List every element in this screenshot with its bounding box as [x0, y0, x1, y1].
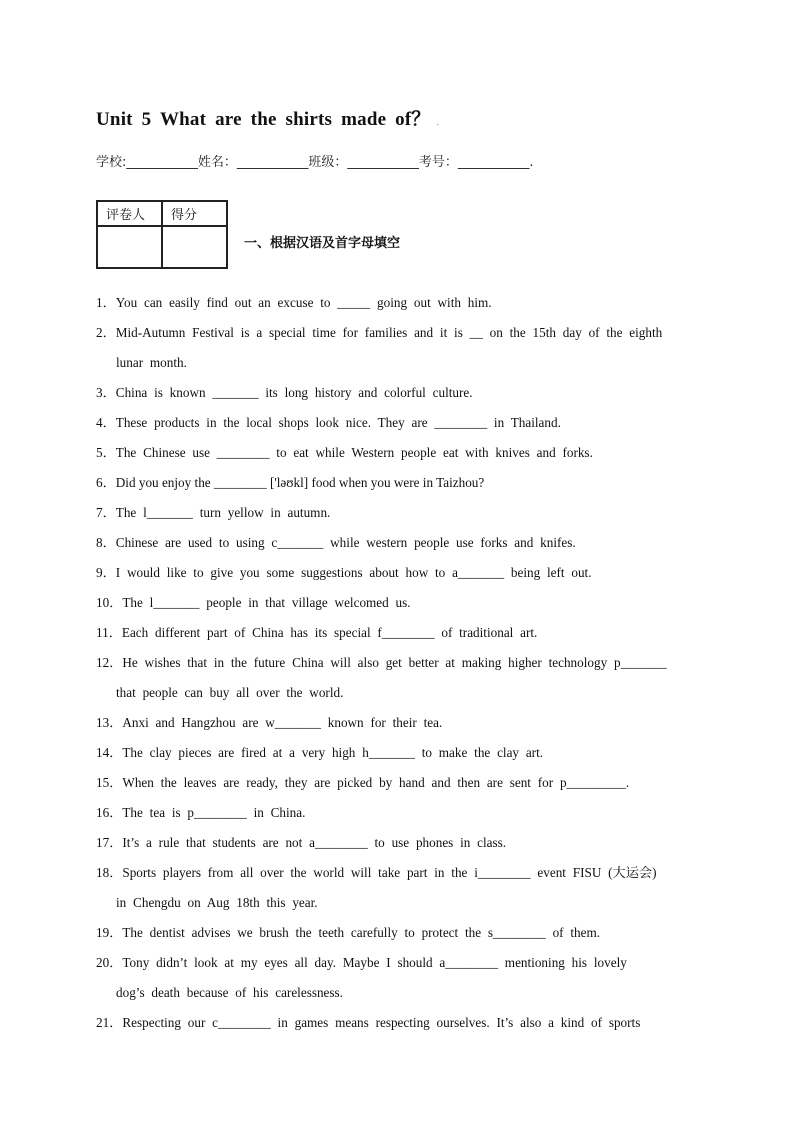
question-number: 8．: [96, 535, 116, 550]
question-text: Respecting our c________ in games means respecting ourselves. It’s also a kind of sports: [122, 1015, 641, 1030]
question-text: Anxi and Hangzhou are w_______ known for their tea.: [122, 715, 443, 730]
question-number: 20．: [96, 955, 123, 970]
question-item: [96, 468, 705, 498]
question-item: [96, 1008, 705, 1038]
question-number: 14．: [96, 745, 123, 760]
question-text: Mid-Autumn Festival is a special time for families and it is __ on the 15th day of the eighth: [115, 325, 663, 340]
question-number: 17．: [96, 835, 123, 850]
question-number: 19．: [96, 925, 123, 940]
student-info-line: 学校:___________姓名：___________班级：___________考号：___________.: [96, 155, 534, 170]
score-header: 得分: [162, 201, 227, 226]
question-list: [96, 288, 705, 1038]
question-item: [96, 408, 705, 438]
question-item: [96, 648, 705, 708]
question-number: 21．: [96, 1015, 123, 1030]
score-table: [96, 200, 228, 269]
question-item: [96, 948, 705, 1008]
question-number: 10．: [96, 595, 123, 610]
question-text: These products in the local shops look nice. They are ________ in Thailand.: [115, 415, 561, 430]
question-text: It’s a rule that students are not a________ to use phones in class.: [122, 835, 507, 850]
question-item: [96, 708, 705, 738]
question-number: 4．: [96, 415, 116, 430]
page-title: [96, 104, 439, 131]
question-item: [96, 618, 705, 648]
question-item: [96, 858, 705, 918]
question-text: You can easily find out an excuse to _____ going out with him.: [115, 295, 492, 310]
question-number: 7．: [96, 505, 116, 520]
question-text: The clay pieces are fired at a very high h_______ to make the clay art.: [122, 745, 544, 760]
question-item: [96, 828, 705, 858]
question-text: The Chinese use ________ to eat while Western people eat with knives and forks.: [115, 445, 593, 460]
question-text-continued: in Chengdu on Aug 18th this year.: [116, 895, 318, 910]
question-item: [96, 918, 705, 948]
question-number: 3．: [96, 385, 116, 400]
question-number: 11．: [96, 625, 122, 640]
reviewer-cell: [97, 226, 162, 268]
question-text: Tony didn’t look at my eyes all day. Maybe I should a________ mentioning his lovely: [122, 955, 627, 970]
question-item: [96, 378, 705, 408]
question-item: [96, 798, 705, 828]
question-item: [96, 498, 705, 528]
question-text: When the leaves are ready, they are picked by hand and then are sent for p_________.: [122, 775, 630, 790]
question-text: Chinese are used to using c_______ while western people use forks and knifes.: [115, 535, 576, 550]
question-text: I would like to give you some suggestions about how to a_______ being left out.: [115, 565, 592, 580]
question-item: [96, 738, 705, 768]
question-number: 15．: [96, 775, 123, 790]
question-text-continued: that people can buy all over the world.: [116, 685, 344, 700]
question-text: The l_______ turn yellow in autumn.: [115, 505, 331, 520]
question-number: 18．: [96, 865, 123, 880]
title-mark: .: [436, 117, 440, 127]
question-number: 6．: [96, 475, 116, 490]
question-item: [96, 288, 705, 318]
question-text-continued: lunar month.: [116, 355, 187, 370]
question-text: Sports players from all over the world will take part in the i________ event FISU (大运会): [122, 865, 657, 880]
question-text-continued: dog’s death because of his carelessness.: [116, 985, 343, 1000]
score-cell: [162, 226, 227, 268]
question-item: [96, 768, 705, 798]
question-number: 13．: [96, 715, 123, 730]
question-number: 9．: [96, 565, 116, 580]
question-item: [96, 528, 705, 558]
question-number: 5．: [96, 445, 116, 460]
title-text: Unit 5 What are the shirts made of？: [96, 109, 431, 130]
question-item: [96, 318, 705, 378]
question-text: Each different part of China has its special f________ of traditional art.: [121, 625, 538, 640]
question-text: The l_______ people in that village welcomed us.: [122, 595, 411, 610]
question-item: [96, 438, 705, 468]
question-number: 12．: [96, 655, 123, 670]
question-text: The tea is p________ in China.: [122, 805, 306, 820]
question-number: 16．: [96, 805, 123, 820]
question-item: [96, 558, 705, 588]
question-item: [96, 588, 705, 618]
question-text: The dentist advises we brush the teeth carefully to protect the s________ of them.: [122, 925, 601, 940]
question-text: Did you enjoy the ________ ['ləʊkl] food when you were in Taizhou?: [115, 475, 485, 490]
question-number: 1．: [96, 295, 116, 310]
question-number: 2．: [96, 325, 116, 340]
section-heading: 一、根据汉语及首字母填空: [244, 236, 401, 251]
reviewer-header: 评卷人: [97, 201, 162, 226]
question-text: China is known _______ its long history and colorful culture.: [115, 385, 473, 400]
question-text: He wishes that in the future China will also get better at making higher technology p_______: [122, 655, 667, 670]
